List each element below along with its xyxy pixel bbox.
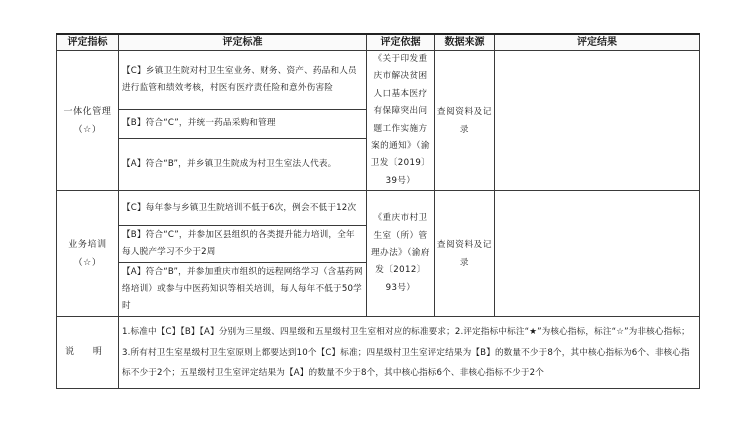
source-cell: 查阅资料及记录 xyxy=(435,51,495,191)
standard-c: 【C】每年参与乡镇卫生院培训不低于6次，例会不低于12次 xyxy=(119,191,367,226)
header-basis: 评定依据 xyxy=(367,34,435,51)
standard-b: 【B】符合“C”，并参加区县组织的各类提升能力培训，全年每人脱产学习不少于2周 xyxy=(119,226,367,263)
table-row xyxy=(57,51,700,110)
indicator-cell xyxy=(57,51,119,191)
indicator-mark: （☆） xyxy=(73,124,102,135)
table-row xyxy=(57,191,700,226)
header-row xyxy=(57,34,700,51)
standard-a: 【A】符合“B”，并参加重庆市组织的远程网络学习（含基药网络培训）或参与中医药知识等相关培训，每人每年不低于50学时 xyxy=(119,263,367,317)
standard-c: 【C】乡镇卫生院对村卫生室业务、财务、资产、药品和人员进行监管和绩效考核，村医有医疗责任险和意外伤害险 xyxy=(119,51,367,110)
header-indicator: 评定指标 xyxy=(57,34,119,51)
result-cell xyxy=(495,51,700,191)
indicator-cell xyxy=(57,191,119,317)
note-text: 1.标准中【C】【B】【A】分别为三星级、四星级和五星级村卫生室相对应的标准要求；2.评定指标中标注“★”为核心指标，标注“☆”为非核心指标；3.所有村卫生室星级村卫生室原则上都要达到10个【C】标准；四星级村卫生室评定结果为【B】的数量不少于8个，其中核心指标为6个、非核心指标不少于2个；五星级村卫生室评定结果为【A】的数量不少于8个，其中核心指标6个、非核心指标不少于2个 xyxy=(119,317,700,389)
header-standard: 评定标准 xyxy=(119,34,367,51)
source-cell: 查阅资料及记录 xyxy=(435,191,495,317)
header-result: 评定结果 xyxy=(495,34,700,51)
indicator-name: 一体化管理 xyxy=(63,106,112,117)
basis-cell: 《关于印发重庆市解决贫困人口基本医疗有保障突出问题工作实施方案的通知》（渝卫发〔2019〕39号） xyxy=(367,51,435,191)
evaluation-table xyxy=(56,33,700,389)
header-source: 数据来源 xyxy=(435,34,495,51)
result-cell xyxy=(495,191,700,317)
note-row xyxy=(57,317,700,389)
indicator-name: 业务培训 xyxy=(68,239,107,250)
indicator-mark: （☆） xyxy=(73,257,102,268)
note-label: 说 明 xyxy=(57,317,119,389)
standard-b: 【B】符合“C”，并统一药品采购和管理 xyxy=(119,109,367,138)
standard-a: 【A】符合“B”，并乡镇卫生院成为村卫生室法人代表。 xyxy=(119,138,367,190)
basis-cell: 《重庆市村卫生室（所）管理办法》（渝府发〔2012〕93号） xyxy=(367,191,435,317)
